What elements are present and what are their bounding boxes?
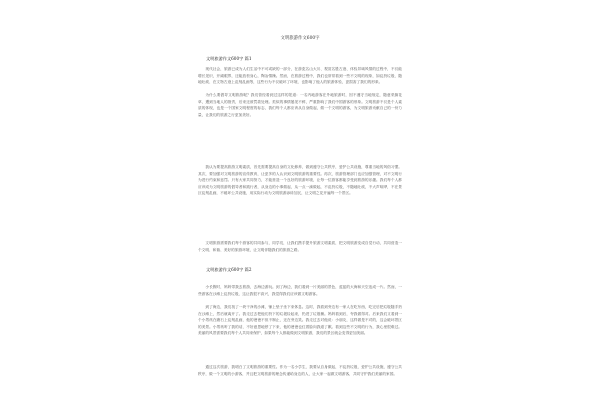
paragraph: 文明旅游需要我们每个游客的共同参与，同学们，让我们携手提升旅游文明素质，把文明旅游变成自觉行动，共同营造一个文明、和谐、美好的旅游环境，让文明伴随我们的旅游之路。: [198, 241, 402, 252]
section-heading: 文明旅游作文600字 篇2: [206, 267, 252, 272]
paragraph: 小长假时，妈妈带我去旅游，去海边游玩。到了海边，我们看到一片美丽的景色，蓝蓝的大海和天空连成一片。然而，一些游客在沙滩上乱扔垃圾，这让我很不高兴，我觉得我们应该做文明游客。: [198, 285, 402, 296]
paragraph: 我认为要提高旅游文明素质，首先需要提高自身的文化修养，做到遵守公共秩序，爱护公共设施，尊重当地的风俗习惯。其次，要加强对文明旅游的宣传教育，让更多的人认识到文明旅游的重要性。再次，旅游管理部门也应加强管理，对不文明行为进行约束和惩罚。只有大家共同努力，才能营造一个良好的旅游环境，让每一位游客都能享受到旅游的乐趣。我们每个人都应该成为文明旅游的倡导者和践行者，从身边的小事做起，从一点一滴做起，不乱扔垃圾，不随地吐痰，不大声喧哗，不在景区乱刻乱画，不破坏公共设施，用实际行动为文明旅游添砖加瓦，让文明之花开遍每一个景区。: [198, 165, 402, 196]
document-page: [198, 0, 402, 400]
paragraph: 为什么要倡导文明旅游呢？我们曾经看到过这样的报道：一名内地游客在外地旅游时，因不遵守当地规定，随意采摘花草，遭到当地人的指责，后来还被罚款处理。类似的事情屡见不鲜，严重影响了我们中国游客的形象。文明旅游不仅是个人素质的体现，也是一个国家文明程度的标志，我们每个人都应该从自身做起，做一个文明的游客，为文明旅游贡献自己的一份力量，让我们的旅游之行更加美好。: [198, 93, 402, 117]
paragraph: 到了海边，我们找了一块干净的沙滩，铺上垫子坐下来休息。这时，我看到旁边有一家人在吃东西，吃完后把垃圾随手扔在沙滩上，然后就离开了。我走过去把他们扔下的垃圾捡起来，扔进了垃圾桶。妈妈看到后，夸我做得对。后来我们又看到一个小男孩在礁石上乱刻乱画，他的爸爸不但不制止，还在旁边笑。我走过去对他说：小朋友，这样做是不对的，这会破坏景区的美景。小男孩听了我的话，不好意思地停了下来，他的爸爸也红着脸向我道了歉。看到这些不文明的行为，我心里很难过。美丽的风景需要我们每个人共同来保护，如果每个人都能做到文明旅游，我们的景区就会变得更加美丽。: [198, 305, 402, 336]
paragraph: 通过这次旅游，我明白了文明旅游的重要性。作为一名小学生，我要从自身做起，不乱扔垃圾，爱护公共设施，遵守公共秩序，做一个文明的小游客，并且把文明旅游的理念传递给身边的人，让大家一起做文明游客，共同守护我们美丽的家园。: [198, 365, 402, 376]
document-title: 文明旅游作文600字: [280, 36, 320, 41]
section-heading: 文明旅游作文600字 篇1: [206, 56, 252, 61]
paragraph: 现代社会，旅游已成为人们生活中不可或缺的一部分，在游览名山大川、观赏名胜古迹、体验异域风情的过程中，不仅能增长见识，开阔眼界，还能放松身心，陶冶情操。然而，在旅游过程中，我们也常常看到一些不文明的现象，如乱扔垃圾、随地吐痰、在文物古迹上乱刻乱画等，这些行为不仅破坏了环境，也影响了他人的旅游体验，更损害了我们的形象。: [198, 67, 402, 85]
